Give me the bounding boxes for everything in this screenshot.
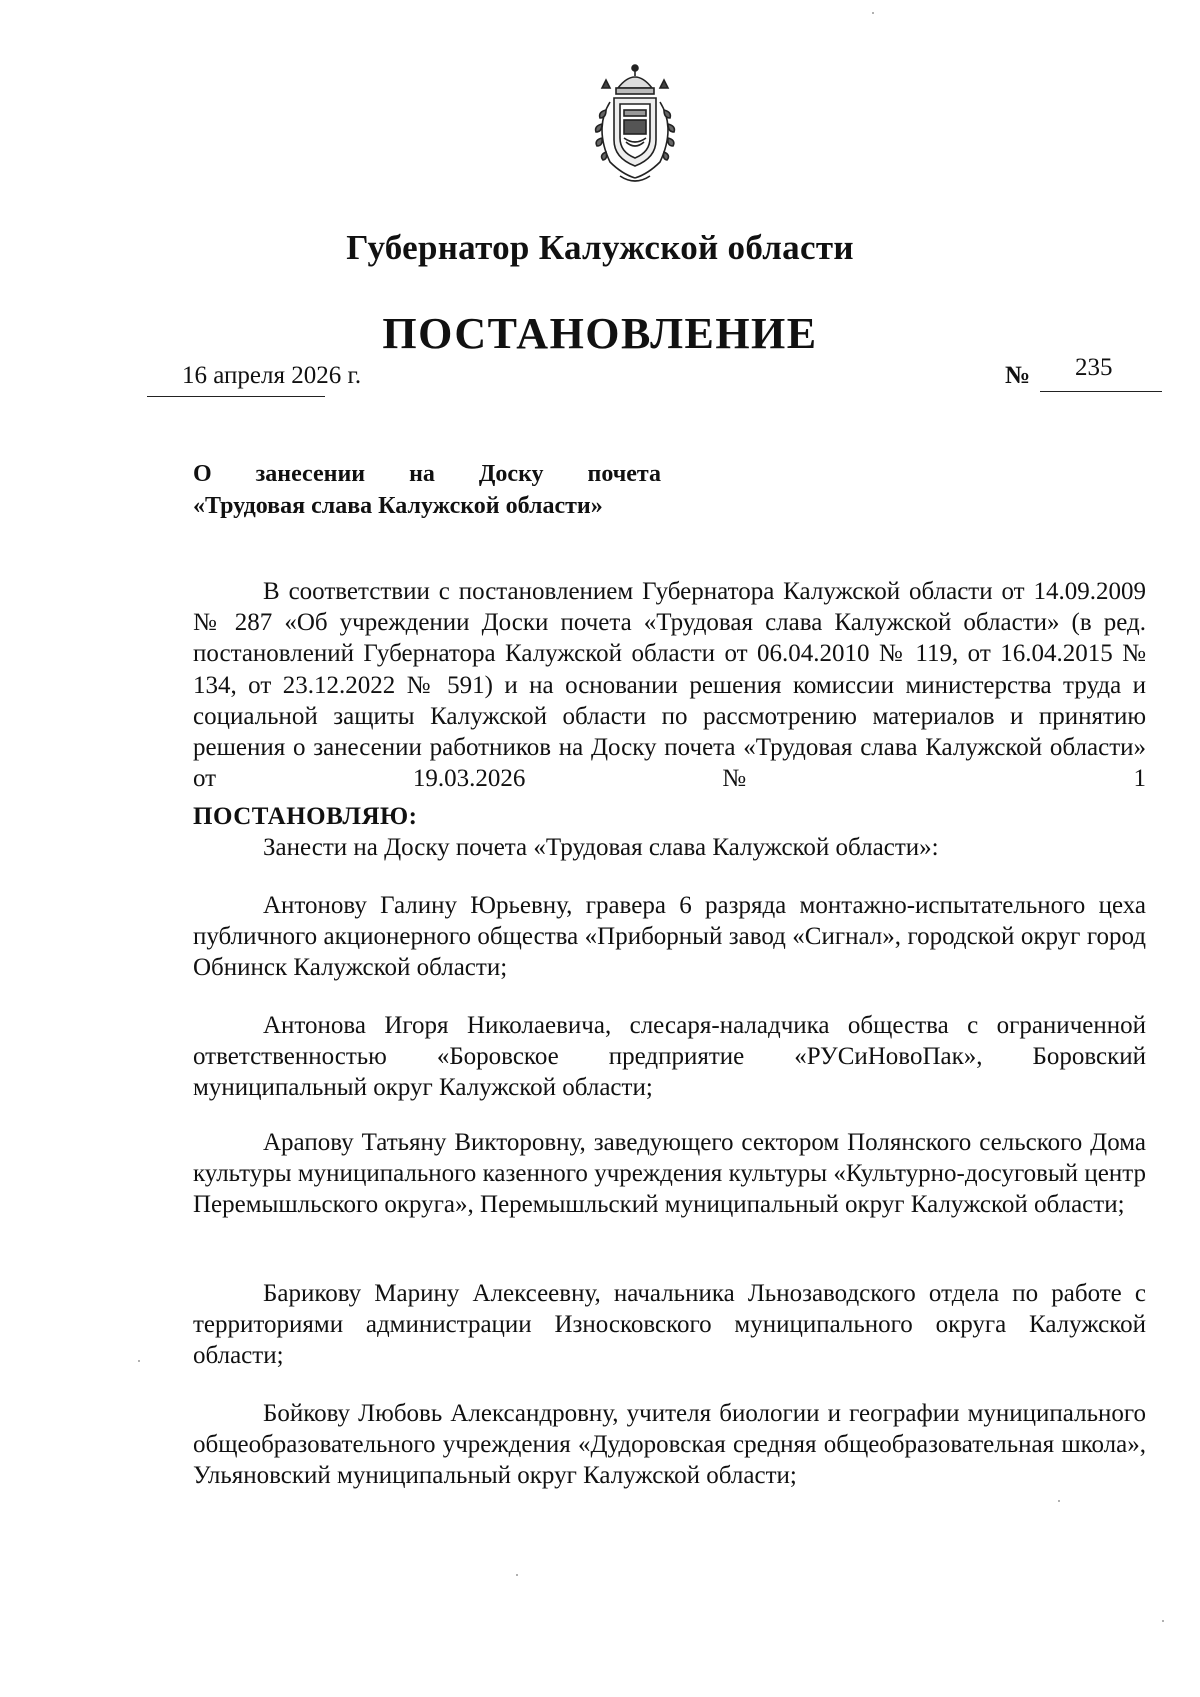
enter-instruction: Занести на Доску почета «Трудовая слава Калужской области»: xyxy=(263,834,939,861)
subject-line-2: «Трудовая слава Калужской области» xyxy=(193,493,603,519)
document-subject xyxy=(193,458,661,522)
number-underline xyxy=(1040,391,1162,392)
awardee-item: Арапову Татьяну Викторовну, заведующего сектором Полянского сельского Дома культуры муниципального казенного учреждения культуры «Культурно-досуговый центр Перемышльского округа», Перемышльский муниципальный округ Калужской области; xyxy=(193,1129,1146,1219)
subject-line-1: О занесении на Доску почета xyxy=(193,461,661,487)
document-number: 235 xyxy=(1075,354,1113,381)
kaluga-coat-of-arms-icon xyxy=(580,58,690,188)
awardee-item: Бойкову Любовь Александровну, учителя биологии и географии муниципального общеобразовательного учреждения «Дудоровская средняя общеобразовательная школа», Ульяновский муниципальный округ Калужской области; xyxy=(193,1400,1146,1490)
issuing-authority: Губернатор Калужской области xyxy=(346,228,854,267)
number-label: № xyxy=(1005,362,1031,389)
awardee-item: Барикову Марину Алексеевну, начальника Льнозаводского отдела по работе с территориями администрации Износковского муниципального округа Калужской области; xyxy=(193,1280,1146,1370)
decree-word: ПОСТАНОВЛЯЮ: xyxy=(193,803,418,830)
scan-speck xyxy=(872,12,874,14)
date-underline xyxy=(147,396,325,397)
document-date: 16 апреля 2026 г. xyxy=(182,362,362,389)
preamble-paragraph: В соответствии с постановлением Губернатора Калужской области от 14.09.2009 № 287 «Об учреждении Доски почета «Трудовая слава Калужской области» (в ред. постановлений Губернатора Калужской области от 06.04.2010 № 119, от 16.04.2015 № 134, от 23.12.2022 № 591) и на основании решения комиссии министерства труда и социальной защиты Калужской области по рассмотрению материалов и принятию решения о занесении работников на Доску почета «Трудовая слава Калужской области» от 19.03.2026 № 1 xyxy=(193,578,1146,793)
awardee-item: Антонову Галину Юрьевну, гравера 6 разряда монтажно-испытательного цеха публичного акционерного общества «Приборный завод «Сигнал», городской округ город Обнинск Калужской области; xyxy=(193,892,1146,982)
scan-speck xyxy=(138,1360,140,1362)
awardee-item: Антонова Игоря Николаевича, слесаря-наладчика общества с ограниченной ответственностью «Боровское предприятие «РУСиНовоПак», Боровский муниципальный округ Калужской области; xyxy=(193,1012,1146,1102)
scan-speck xyxy=(516,1574,518,1576)
document-type-title: ПОСТАНОВЛЕНИЕ xyxy=(382,309,818,358)
scan-speck xyxy=(1058,1500,1060,1502)
scan-speck xyxy=(1162,1620,1164,1622)
